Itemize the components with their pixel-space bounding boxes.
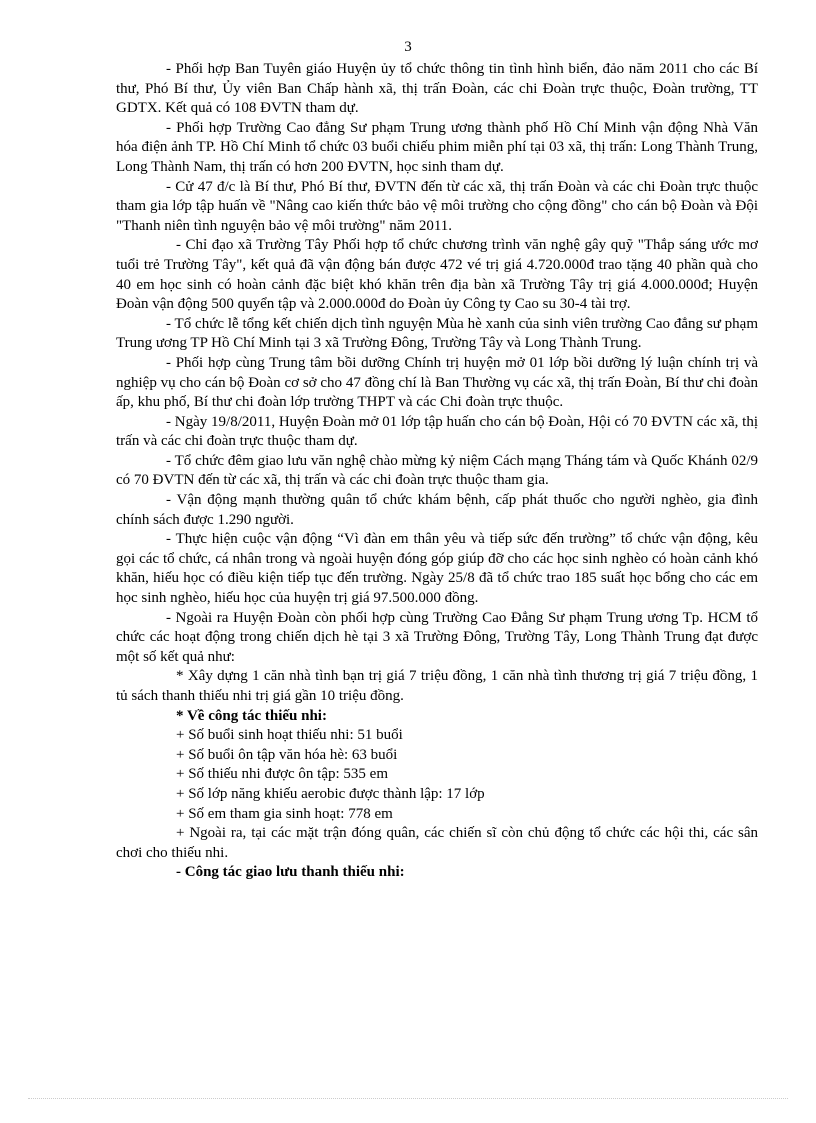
paragraph-giao-luu-van-nghe: - Tổ chức đêm giao lưu văn nghệ chào mừng kỷ niệm Cách mạng Tháng tám và Quốc Khánh 02/9 có 70 ĐVTN đến từ các xã, thị trấn và các chi đoàn trực thuộc tham gia. bbox=[116, 452, 758, 489]
heading-cong-tac-thieu-nhi: * Về công tác thiếu nhi: bbox=[176, 707, 327, 724]
paragraph-tap-huan-19-8: - Ngày 19/8/2011, Huyện Đoàn mở 01 lớp tập huấn cho cán bộ Đoàn, Hội có 70 ĐVTN các xã, thị trấn và các chi đoàn trực thuộc tham dự. bbox=[116, 413, 758, 450]
paragraph-tiep-suc-den-truong: - Thực hiện cuộc vận động “Vì đàn em thân yêu và tiếp sức đến trường” tổ chức vận động, kêu gọi các tổ chức, cá nhân trong và ngoài huyện đóng góp giúp đỡ cho các học sinh nghèo có hoàn cảnh khó khăn, hiếu học có điều kiện tiếp tục đến trường. Ngày 25/8 đã tổ chức trao 185 suất học bổng cho các em học sinh nghèo, hiếu học của huyện trị giá 97.500.000 đồng. bbox=[116, 531, 758, 607]
paragraph-kham-benh: - Vận động mạnh thường quân tổ chức khám bệnh, cấp phát thuốc cho người nghèo, gia đình chính sách được 1.290 người. bbox=[116, 492, 758, 528]
list-item: + Số em tham gia sinh hoạt: 778 em bbox=[176, 805, 393, 822]
paragraph-chien-dich-he: - Ngoài ra Huyện Đoàn còn phối hợp cùng Trường Cao Đẳng Sư phạm Trung ương Tp. HCM tổ chức các hoạt động trong chiến dịch hè tại 3 xã Trường Đông, Trường Tây, Long Thành Trung đạt được một số kết quả như: bbox=[116, 609, 758, 665]
paragraph-boi-duong-chinh-tri: - Phối hợp cùng Trung tâm bồi dưỡng Chính trị huyện mở 01 lớp bồi dưỡng lý luận chính trị và nghiệp vụ cho cán bộ Đoàn cơ sở cho 47 đồng chí là Ban Thường vụ các xã, thị trấn Đoàn, Bí thư chi đoàn ấp, khu phố, Bí thư chi đoàn lớp trường THPT và các Chi đoàn trực thuộc. bbox=[116, 354, 758, 411]
paragraph-thap-sang-uoc-mo: - Chỉ đạo xã Trường Tây Phối hợp tổ chức chương trình văn nghệ gây quỹ "Thắp sáng ước mơ tuổi trẻ Trường Tây", kết quả đã vận động bán được 472 vé trị giá 4.720.000đ trao tặng 40 phần quà cho 40 em học sinh có hoàn cảnh đặc biệt khó khăn trên địa bàn xã Trường Tây trị giá 4.000.000đ; Huyện Đoàn vận động 500 quyển tập và 2.000.000đ do Đoàn ủy Công ty Cao su 30-4 tài trợ. bbox=[116, 237, 758, 313]
paragraph-chieu-phim: - Phối hợp Trường Cao đẳng Sư phạm Trung ương thành phố Hồ Chí Minh vận động Nhà Văn hóa điện ảnh TP. Hồ Chí Minh tổ chức 03 buổi chiếu phim miễn phí tại 03 xã, thị trấn: Long Thành Trung, Long Thành Nam, thị trấn có hơn 200 ĐVTN, học sinh tham dự. bbox=[116, 119, 758, 175]
list-item: + Số thiếu nhi được ôn tập: 535 em bbox=[176, 766, 388, 783]
heading-giao-luu-thanh-thieu-nhi: - Công tác giao lưu thanh thiếu nhi: bbox=[176, 864, 405, 881]
paragraph-nha-tinh-ban: * Xây dựng 1 căn nhà tình bạn trị giá 7 triệu đồng, 1 căn nhà tình thương trị giá 7 triệu đồng, 1 tủ sách thanh thiếu nhi trị giá gần 10 triệu đồng. bbox=[116, 668, 758, 704]
document-body bbox=[116, 60, 758, 883]
paragraph-tap-huan-moi-truong: - Cử 47 đ/c là Bí thư, Phó Bí thư, ĐVTN đến từ các xã, thị trấn Đoàn và các chi Đoàn trực thuộc tham gia lớp tập huấn về "Nâng cao kiến thức bảo vệ môi trường cho cộng đồng" cho cán bộ Đoàn và Đội "Thanh niên tình nguyện bảo vệ môi trường" năm 2011. bbox=[116, 178, 758, 234]
page-number: 3 bbox=[404, 39, 412, 55]
paragraph-mua-he-xanh: - Tổ chức lễ tổng kết chiến dịch tình nguyện Mùa hè xanh của sinh viên trường Cao đẳng sư phạm Trung ương TP Hồ Chí Minh tại 3 xã Trường Đông, Trường Tây và Long Thành Trung. bbox=[116, 315, 758, 352]
paragraph-bien-dao: - Phối hợp Ban Tuyên giáo Huyện ủy tổ chức thông tin tình hình biển, đảo năm 2011 cho các Bí thư, Phó Bí thư, Ủy viên Ban Chấp hành xã, thị trấn Đoàn, các chi Đoàn trực thuộc, Đoàn trường, TT GDTX. Kết quả có 108 ĐVTN tham dự. bbox=[116, 61, 758, 117]
paragraph-mat-tran-dong-quan: + Ngoài ra, tại các mặt trận đóng quân, các chiến sĩ còn chủ động tổ chức các hội thi, các sân chơi cho thiếu nhi. bbox=[116, 825, 758, 861]
list-item: + Số lớp năng khiếu aerobic được thành lập: 17 lớp bbox=[176, 785, 485, 802]
list-item: + Số buổi sinh hoạt thiếu nhi: 51 buổi bbox=[176, 727, 403, 744]
list-item: + Số buổi ôn tập văn hóa hè: 63 buổi bbox=[176, 746, 398, 763]
page-bottom-divider bbox=[28, 1098, 788, 1099]
